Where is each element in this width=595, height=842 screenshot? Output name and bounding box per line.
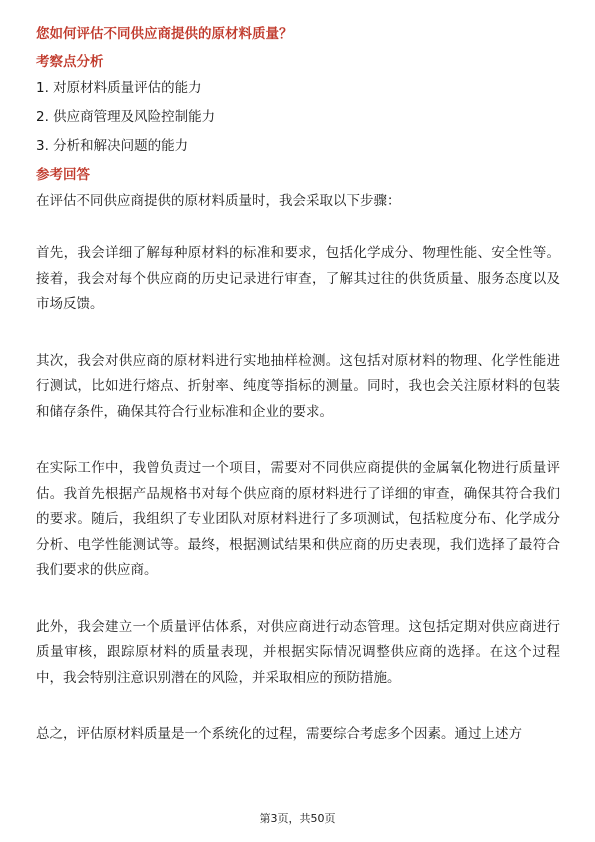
answer-intro: 在评估不同供应商提供的原材料质量时，我会采取以下步骤： [36, 193, 401, 209]
answer-paragraph: 其次，我会对供应商的原材料进行实地抽样检测。这包括对原材料的物理、化学性能进行测试，比如进行熔点、折射率、纯度等指标的测量。同时，我也会关注原材料的包装和储存条件，确保其符合行业标准和企业的要求。 [36, 352, 560, 420]
analysis-point: 2. 供应商管理及风险控制能力 [36, 109, 216, 125]
analysis-point: 1. 对原材料质量评估的能力 [36, 80, 202, 96]
answer-paragraph: 在实际工作中，我曾负责过一个项目，需要对不同供应商提供的金属氧化物进行质量评估。我首先根据产品规格书对每个供应商的原材料进行了详细的审查，确保其符合我们的要求。随后，我组织了专业团队对原材料进行了多项测试，包括粒度分布、化学成分分析、电学性能测试等。最终，根据测试结果和供应商的历史表现，我们选择了最符合我们要求的供应商。 [36, 460, 560, 578]
answer-paragraph: 此外，我会建立一个质量评估体系，对供应商进行动态管理。这包括定期对供应商进行质量审核，跟踪原材料的质量表现，并根据实际情况调整供应商的选择。在这个过程中，我会特别注意识别潜在的风险，并采取相应的预防措施。 [36, 618, 560, 686]
answer-heading: 参考回答 [36, 167, 90, 183]
document-page [36, 24, 560, 779]
question-title: 您如何评估不同供应商提供的原材料质量？ [36, 26, 293, 42]
page-number-footer: 第3页，共50页 [259, 812, 336, 825]
analysis-point-list [36, 78, 560, 156]
answer-paragraph: 首先，我会详细了解每种原材料的标准和要求，包括化学成分、物理性能、安全性等。接着，我会对每个供应商的历史记录进行审查，了解其过往的供货质量、服务态度以及市场反馈。 [36, 245, 560, 312]
analysis-point: 3. 分析和解决问题的能力 [36, 138, 189, 154]
answer-paragraph: 总之，评估原材料质量是一个系统化的过程，需要综合考虑多个因素。通过上述方 [36, 726, 522, 742]
analysis-heading: 考察点分析 [36, 54, 104, 70]
